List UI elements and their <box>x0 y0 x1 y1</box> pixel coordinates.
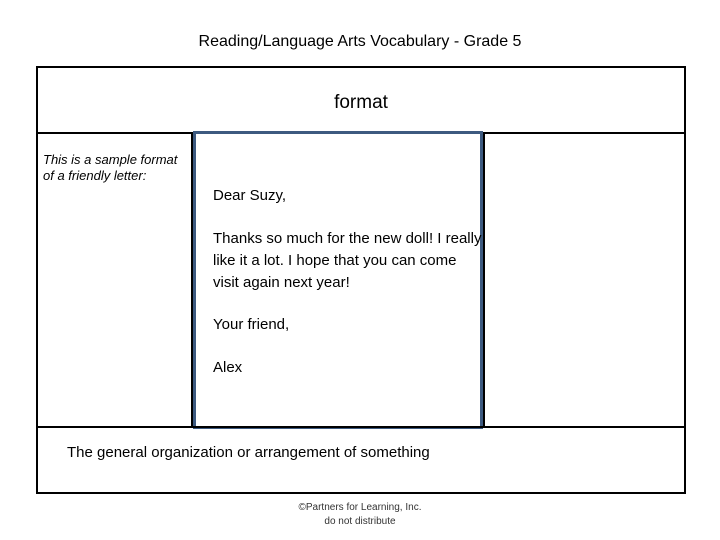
page-title: Reading/Language Arts Vocabulary - Grade 5 <box>198 33 522 50</box>
letter-body: Thanks so much for the new doll! I really like it a lot. I hope that you can come visit again next year! <box>213 230 482 291</box>
letter-closing: Your friend, <box>213 316 290 333</box>
example-caption: This is a sample format of a friendly letter: <box>43 152 178 183</box>
letter-signature: Alex <box>213 359 243 376</box>
definition-text: The general organization or arrangement of something <box>67 444 430 461</box>
column-divider-right <box>483 134 485 426</box>
word-row <box>38 68 684 134</box>
vocabulary-word: format <box>334 92 388 113</box>
letter-greeting: Dear Suzy, <box>213 187 287 204</box>
copyright-text: ©Partners for Learning, Inc. <box>298 502 422 513</box>
definition-row <box>38 426 684 494</box>
vocabulary-card <box>36 66 686 494</box>
distribution-notice: do not distribute <box>324 516 396 527</box>
footer <box>0 501 720 529</box>
